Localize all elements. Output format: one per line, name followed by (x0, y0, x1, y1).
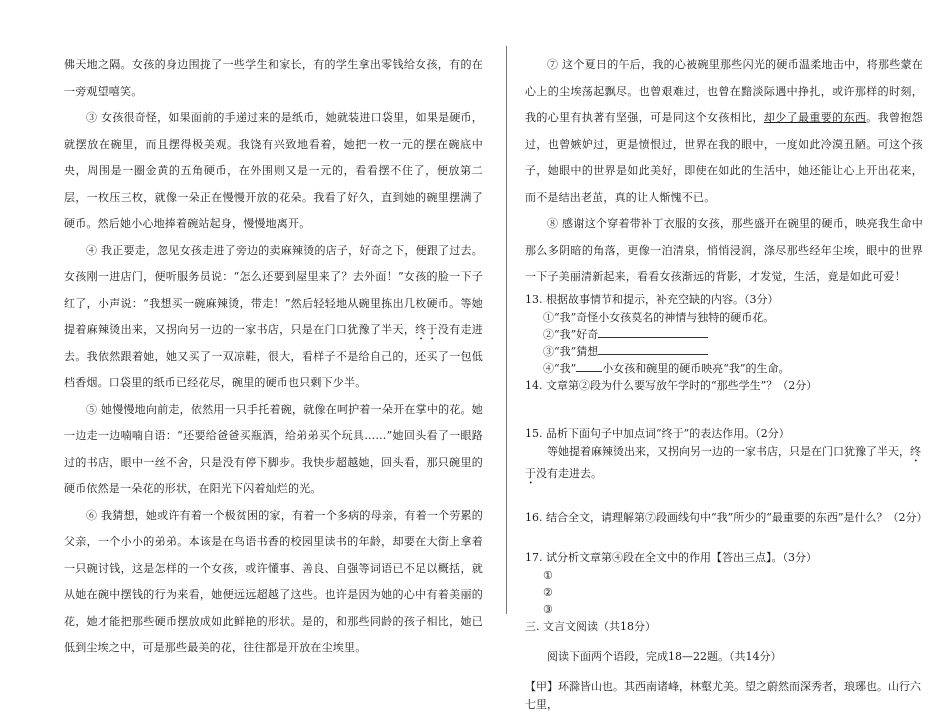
question-17-answer-1: ① (543, 568, 553, 582)
paragraph-continued: 佛天地之隔。女孩的身边围拢了一些学生和家长，有的学生拿出零钱给女孩，有的在一旁观望嘻笑。 (64, 58, 483, 98)
dotted-word-zhongyu: 终于 (525, 444, 921, 480)
paragraph-4-part-a: ④ 我正要走，忽见女孩走进了旁边的卖麻辣烫的店子，好奇之下，便跟了过去。女孩刚一进店门，便听服务员说：“怎么还要到屋里来了？去外面！”女孩的脸一下子红了，小声说：“我想买一碗麻辣烫，带走！”然后轻轻地从碗里拣出几枚硬币。等她提着麻辣烫出来，又拐向另一边的一家书店，只是在门口犹豫了半天， (64, 243, 483, 336)
question-13: 13. 根据故事情节和提示，补充空缺的内容。（3分） (525, 292, 779, 306)
left-column (64, 52, 483, 662)
paragraph-4-part-b: 没有走进去。我依然跟着她，她又买了一双凉鞋，很大，看样子不是给自己的，还买了一包低档香烟。口袋里的纸币已经花尽，碗里的硬币也只剩下少半。 (64, 323, 483, 389)
paragraph-7 (525, 52, 923, 211)
dotted-word-zhongyu: 终于 (415, 323, 438, 336)
right-column (525, 52, 928, 714)
question-13-item-2-text: ②“我”好奇 (543, 327, 599, 341)
paragraph-7-part-a: ⑦ 这个夏日的午后，我的心被碗里那些闪光的硬币温柔地击中，将那些蒙在心上的尘埃荡起飘尽。也曾艰难过，也曾在黯淡际遇中挣扎，或许那样的时刻，我的心里有执著有坚强，可是同这个女孩相比， (525, 58, 923, 124)
question-15-quote-part-a: 等她提着麻辣烫出来，又拐向另一边的一家书店，只是在门口犹豫了半天， (547, 444, 910, 458)
paragraph-4 (64, 238, 483, 397)
question-17-answer-3: ③ (543, 602, 553, 616)
paragraph-3: ③ 女孩很奇怪，如果面前的手递过来的是纸币，她就装进口袋里，如果是硬币，就摆放在碗里，而且摆得极美观。我饶有兴致地看着，她把一枚一元的摆在碗底中央，周围是一圈金黄的五角硬币，在外围则又是一元的，看看摆不住了，便放第二层，一枚压三枚，就像一朵正在慢慢开放的花朵。我看了好久，直到她的碗里摆满了硬币。然后她小心地捧着碗站起身，慢慢地离开。 (64, 111, 483, 230)
question-13-item-4 (525, 360, 923, 377)
answer-blank[interactable] (598, 344, 708, 355)
section-3-intro: 阅读下面两个语段，完成18—22题。（共14分） (547, 649, 782, 663)
paragraph-7-part-b: 。我曾抱怨过，也曾嫉妒过，更是愤恨过，世界在我的眼中，一度如此冷漠丑陋。可这个孩子，她眼中的世界是如此美好，即使在如此的生活中，她还能让心上开出花来，而不是结出老茧，真的让人惭愧不已。 (525, 111, 924, 204)
underlined-sentence: 却少了最重要的东西 (763, 111, 867, 124)
answer-blank[interactable] (598, 327, 708, 338)
question-13-item-4-text-a: ④“我” (543, 361, 577, 375)
question-15: 15. 品析下面句子中加点词“终于”的表达作用。（2分） (525, 426, 790, 440)
question-13-item-1: ①“我”奇怪小女孩莫名的神情与独特的硬币花。 (543, 310, 775, 324)
question-15-quote-part-b: 没有走进去。 (536, 466, 602, 480)
question-15-quote (525, 443, 923, 487)
classical-passage-jia: 【甲】环滁皆山也。其西南诸峰，林壑尤美。望之蔚然而深秀者，琅琊也。山行六七里， (525, 679, 921, 711)
section-3-heading: 三. 文言文阅读（共18分） (525, 619, 656, 633)
question-16: 16. 结合全文，请理解第⑦段画线句中“我”所少的“最重要的东西”是什么？（2分） (525, 510, 928, 524)
answer-blank[interactable] (576, 361, 602, 372)
question-13-item-2 (525, 326, 923, 343)
question-17: 17. 试分析文章第④段在全文中的作用【答出三点】。（3分） (525, 550, 817, 564)
paragraph-5: ⑤ 她慢慢地向前走，依然用一只手托着碗，就像在呵护着一朵开在掌中的花。她一边走一边喃喃自语：“还要给爸爸买瓶酒，给弟弟买个玩具……”她回头看了一眼路过的书店，眼中一丝不舍，只是没有停下脚步。我快步超越她，回头看，那只碗里的硬币依然是一朵花的形状，在阳光下闪着灿烂的光。 (64, 402, 483, 495)
paragraph-8: ⑧ 感谢这个穿着带补丁衣服的女孩，那些盛开在碗里的硬币，映亮我生命中那么多阴暗的角落，更像一泊清泉，悄悄浸润，涤尽那些经年尘埃，眼中的世界一下子美丽清新起来，看看女孩渐远的背影，才发觉，生活，竟是如此可爱！ (525, 217, 923, 283)
question-13-item-3-text: ③“我”猜想 (543, 344, 599, 358)
question-13-item-3 (525, 343, 923, 360)
question-17-answer-2: ② (543, 585, 553, 599)
question-13-item-4-text-b: 小女孩和碗里的硬币映亮“我”的生命。 (602, 361, 790, 375)
column-divider (506, 46, 507, 614)
paragraph-6: ⑥ 我猜想，她或许有着一个极贫困的家，有着一个多病的母亲，有着一个劳累的父亲，一个小小的弟弟。本该是在鸟语书香的校园里读书的年龄，却要在大街上拿着一只碗讨钱，这是怎样的一个女孩，或许懂事、善良、自强等词语已不足以概括，就从她在碗中摆钱的行为来看，她便远远超越了这些。也许是因为她的心中有着美丽的花，她才能把那些硬币摆放成如此鲜艳的形状。是的，和那些同龄的孩子相比，她已低到尘埃之中，可是那些最美的花，往往都是开放在尘埃里。 (64, 508, 483, 654)
question-14: 14. 文章第②段为什么要写放午学时的“那些学生”？（2分） (525, 378, 818, 392)
